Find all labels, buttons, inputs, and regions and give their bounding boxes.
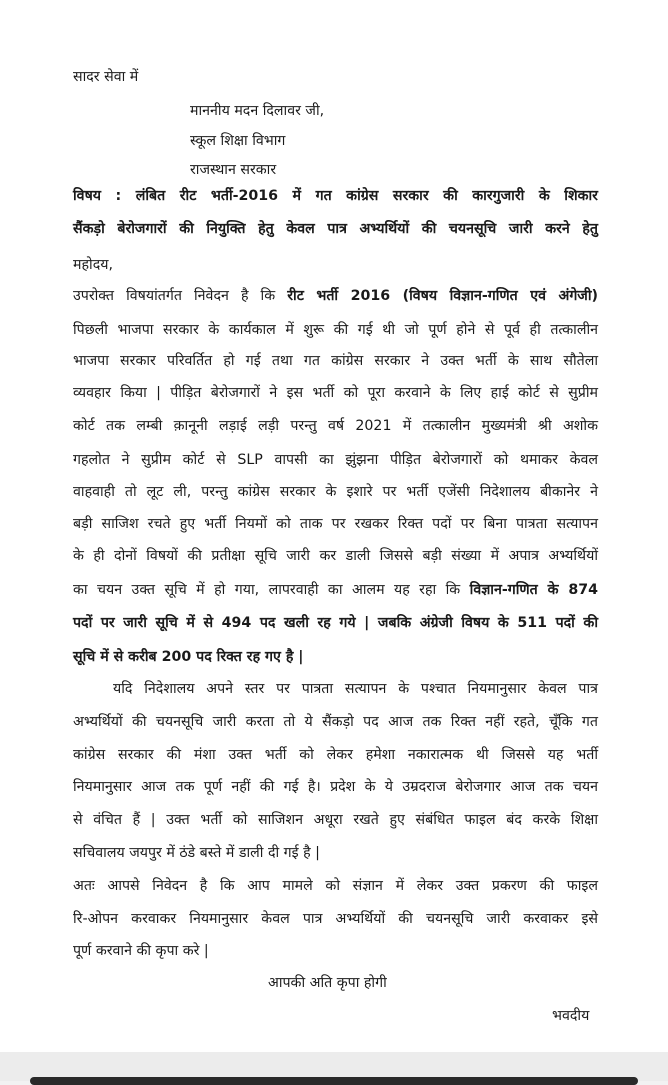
subject-line-2: सैंकड़ो बेरोजगारों की नियुक्ति हेतु केवल पात्र अभ्यर्थियों की चयनसूचि जारी करने हेतु xyxy=(73,221,598,237)
subject-line-1: विषय : लंबित रीट भर्ती-2016 में गत कांग्रेस सरकार की कारगुजारी के शिकार xyxy=(73,188,598,204)
para1-line-1-text: उपरोक्त विषयांतर्गत निवेदन है कि xyxy=(73,288,288,304)
para2-line-1: यदि निदेशालय अपने स्तर पर पात्रता सत्यापन के पश्चात नियमानुसार केवल पात्र xyxy=(113,681,598,697)
para1-line-10-bold: विज्ञान-गणित के 874 xyxy=(469,582,598,598)
para1-line-3: भाजपा सरकार परिवर्तित हो गई तथा गत कांग्रेस सरकार ने उक्त भर्ती के साथ सौतेला xyxy=(73,353,598,369)
para1-line-2: पिछली भाजपा सरकार के कार्यकाल में शुरू की गई थी जो पूर्ण होने से पूर्व ही तत्कालीन xyxy=(73,322,598,338)
address-line-government: राजस्थान सरकार xyxy=(190,162,277,178)
para1-line-7: वाहवाही तो लूट ली, परन्तु कांग्रेस सरकार के इशारे पर भर्ती एजेंसी निदेशालय बीकानेर ने xyxy=(73,484,598,500)
salutation-to: सादर सेवा में xyxy=(73,69,139,85)
home-indicator[interactable] xyxy=(30,1077,638,1085)
para1-line-1 xyxy=(73,286,598,306)
para1-line-10-text: का चयन उक्त सूचि में हो गया, लापरवाही का आलम यह रहा कि xyxy=(73,582,470,598)
para3-line-1: अतः आपसे निवेदन है कि आप मामले को संज्ञान में लेकर उक्त प्रकरण की फाइल xyxy=(73,878,598,894)
para1-line-10 xyxy=(73,580,598,600)
address-line-department: स्कूल शिक्षा विभाग xyxy=(190,133,286,149)
para3-line-3: पूर्ण करवाने की कृपा करे | xyxy=(73,943,209,959)
para2-line-4: नियमानुसार आज तक पूर्ण नहीं की गई है। प्रदेश के ये उम्रदराज बेरोजगार आज तक चयन xyxy=(73,779,598,795)
para1-line-6: गहलोत ने सुप्रीम कोर्ट से SLP वापसी का झुंझना पीड़ित बेरोजगारों को थमाकर केवल xyxy=(73,452,598,468)
address-line-name: माननीय मदन दिलावर जी, xyxy=(190,103,325,119)
para1-line-1-bold: रीट भर्ती 2016 (विषय विज्ञान-गणित एवं अंगेजी) xyxy=(287,288,598,304)
para1-line-4: व्यवहार किया | पीड़ित बेरोजगारों ने इस भर्ती को पूरा करवाने के लिए हाई कोर्ट से सुप्रीम xyxy=(73,385,598,401)
para1-line-11: पदों पर जारी सूचि में से 494 पद खली रह गये | जबकि अंग्रेजी विषय के 511 पदों की xyxy=(73,615,598,631)
para1-line-9: के ही दोनों विषयों की प्रतीक्षा सूचि जारी कर डाली जिससे बड़ी संख्या में अपात्र अभ्यर्थियों xyxy=(73,548,598,564)
para1-line-12: सूचि में से करीब 200 पद रिक्त रह गए है | xyxy=(73,649,304,665)
para1-line-5: कोर्ट तक लम्बी क़ानूनी लड़ाई लड़ी परन्तु वर्ष 2021 में तत्कालीन मुख्यमंत्री श्री अशोक xyxy=(73,418,598,434)
para2-line-3: कांग्रेस सरकार की मंशा उक्त भर्ती को लेकर हमेशा नकारात्मक थी जिससे यह भर्ती xyxy=(73,747,598,763)
closing-line: आपकी अति कृपा होगी xyxy=(268,975,387,991)
para2-line-2: अभ्यर्थियों की चयनसूचि जारी करता तो ये सैंकड़ो पद आज तक रिक्त नहीं रहते, चूँकि गत xyxy=(73,714,598,730)
para2-line-5: से वंचित हैं | उक्त भर्ती को साजिशन अधूरा रखते हुए संबंधित फाइल बंद करके शिक्षा xyxy=(73,812,598,828)
para2-line-6: सचिवालय जयपुर में ठंडे बस्ते में डाली दी गई है | xyxy=(73,845,320,861)
para3-line-2: रि-ओपन करवाकर नियमानुसार केवल पात्र अभ्यर्थियों की चयनसूचि जारी करवाकर इसे xyxy=(73,911,598,927)
para1-line-8: बड़ी साजिश रचते हुए भर्ती नियमों को ताक पर रखकर रिक्त पदों पर बिना पात्रता सत्यापन xyxy=(73,516,598,532)
signoff: भवदीय xyxy=(552,1008,590,1024)
greeting: महोदय, xyxy=(73,257,113,273)
